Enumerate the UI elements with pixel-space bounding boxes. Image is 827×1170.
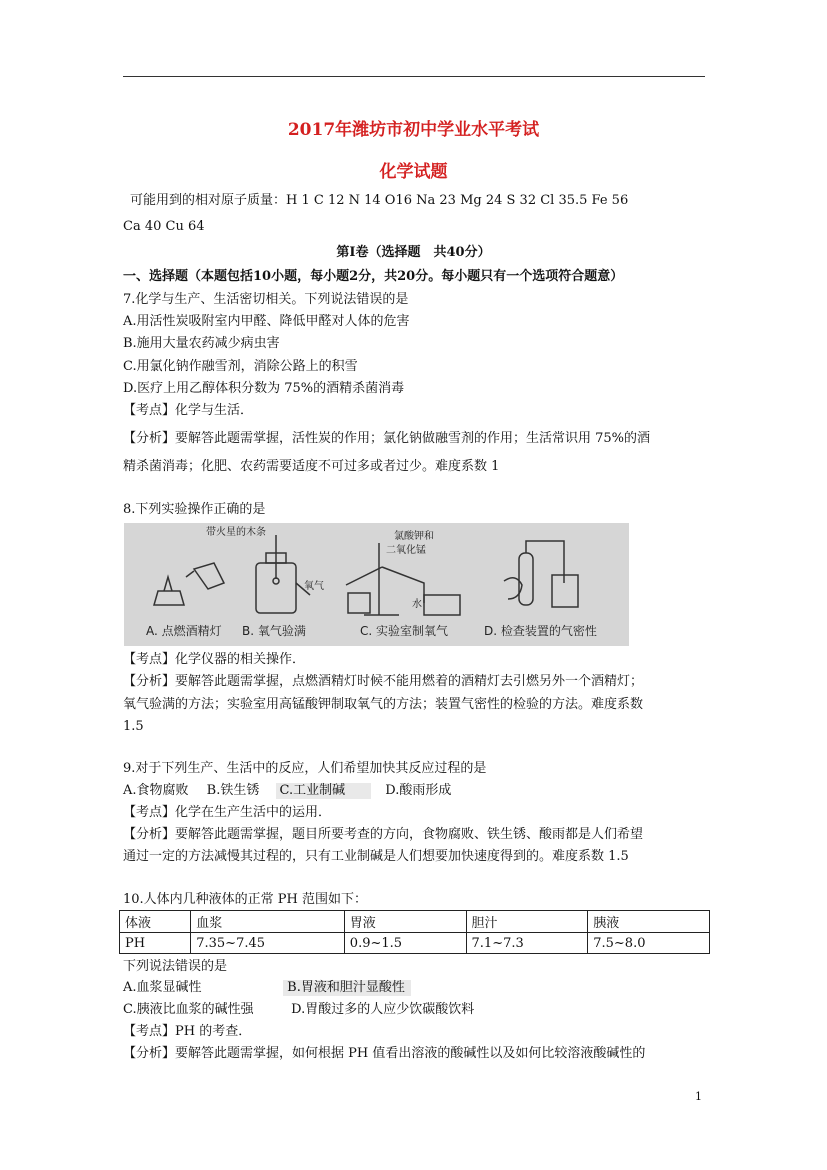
figure-annotation-oxygen: 氧气 (304, 581, 324, 592)
exam-title: 2017年潍坊市初中学业水平考试 (287, 120, 540, 140)
airtightness-illustration (504, 541, 578, 607)
ph-table-cell: 0.9~1.5 (344, 933, 466, 954)
ph-table-header: 胰液 (588, 911, 710, 933)
atomic-masses-line1: 可能用到的相对原子质量：H 1 C 12 N 14 O16 Na 23 Mg 24 S 32 Cl 35.5 Fe 56 (130, 193, 629, 208)
q10-options-ab (123, 980, 411, 996)
q7-option-c: C.用氯化钠作融雪剂，消除公路上的积雪 (123, 359, 358, 374)
figure-annotation-splint: 带火星的木条 (206, 527, 266, 538)
figure-label-b: B. 氧气验满 (242, 624, 306, 638)
figure-label-c: C. 实验室制氧气 (360, 624, 449, 638)
q9-option-a: A.食物腐败 (123, 783, 189, 798)
figure-annotation-kclo3: 氯酸钾和 (394, 531, 434, 542)
q9-stem: 9.对于下列生产、生活中的反应，人们希望加快其反应过程的是 (123, 761, 487, 776)
alcohol-lamp-illustration (154, 563, 224, 605)
q10-stem: 10.人体内几种液体的正常 PH 范围如下： (123, 892, 368, 907)
ph-table-cell: 7.5~8.0 (588, 933, 710, 954)
q7-option-d: D.医疗上用乙醇体积分数为 75%的酒精杀菌消毒 (123, 381, 405, 396)
ph-table-cell: 7.1~7.3 (466, 933, 588, 954)
atomic-masses-line2: Ca 40 Cu 64 (123, 219, 205, 234)
exam-subtitle: 化学试题 (379, 162, 448, 182)
q10-prompt: 下列说法错误的是 (123, 959, 228, 974)
page-number: 1 (695, 1090, 702, 1103)
ph-table-header: 体液 (120, 911, 191, 933)
q7-analysis-line1: 【分析】要解答此题需掌握，活性炭的作用；氯化钠做融雪剂的作用；生活常识用 75%的酒 (123, 431, 651, 446)
section-heading: 第Ⅰ卷（选择题 共40分） (336, 245, 491, 260)
q8-analysis-line2: 氧气验满的方法；实验室用高锰酸钾制取氧气的方法；装置气密性的检验的方法。难度系数 (123, 697, 644, 712)
ph-table-cell: PH (120, 933, 191, 954)
q8-stem: 8.下列实验操作正确的是 (123, 502, 266, 517)
q7-stem: 7.化学与生产、生活密切相关。下列说法错误的是 (123, 292, 409, 307)
q9-analysis-line2: 通过一定的方法减慢其过程的，只有工业制碱是人们想要加快速度得到的。难度系数 1.5 (123, 849, 629, 864)
top-rule (123, 76, 705, 77)
figure-label-a: A. 点燃酒精灯 (146, 624, 222, 638)
figure-label-d: D. 检查装置的气密性 (484, 624, 597, 638)
ph-table (119, 910, 710, 954)
q7-option-b: B.施用大量农药减少病虫害 (123, 336, 280, 351)
figure-annotation-water: 水 (412, 599, 422, 610)
table-row (120, 911, 710, 933)
q8-analysis-line3: 1.5 (123, 719, 144, 734)
ph-table-header: 胃液 (344, 911, 466, 933)
part1-heading: 一、选择题（本题包括10小题，每小题2分，共20分。每小题只有一个选项符合题意） (123, 269, 624, 284)
q7-analysis-line2: 精杀菌消毒；化肥、农药需要适度不可过多或者过少。难度系数 1 (123, 459, 500, 474)
q9-kaodian: 【考点】化学在生产生活中的运用． (123, 805, 332, 820)
gas-bottle-illustration (256, 535, 310, 613)
q9-option-c: C.工业制碱 (276, 783, 372, 799)
q9-option-d: D.酸雨形成 (385, 783, 452, 798)
table-row (120, 933, 710, 954)
q7-option-a: A.用活性炭吸附室内甲醛、降低甲醛对人体的危害 (123, 314, 410, 329)
q8-apparatus-figure (124, 523, 629, 646)
q10-options-cd (123, 1002, 474, 1018)
q9-analysis-line1: 【分析】要解答此题需掌握，题目所要考查的方向，食物腐败、铁生锈、酸雨都是人们希望 (123, 827, 644, 842)
q10-option-c: C.胰液比血浆的碱性强 (123, 1002, 254, 1017)
ph-table-header: 胆汁 (466, 911, 588, 933)
ph-table-header: 血浆 (191, 911, 345, 933)
q10-analysis-line1: 【分析】要解答此题需掌握，如何根据 PH 值看出溶液的酸碱性以及如何比较溶液酸碱性的 (123, 1046, 646, 1061)
q10-option-a: A.血浆显碱性 (123, 980, 202, 995)
q10-option-d: D.胃酸过多的人应少饮碳酸饮料 (291, 1002, 475, 1017)
q10-kaodian: 【考点】PH 的考查． (123, 1024, 252, 1039)
ph-table-cell: 7.35~7.45 (191, 933, 345, 954)
figure-annotation-mno2: 二氧化锰 (386, 545, 426, 556)
q10-option-b: B.胃液和胆汁显酸性 (283, 980, 411, 996)
q9-option-b: B.铁生锈 (206, 783, 260, 798)
q9-options (123, 783, 451, 799)
q7-kaodian: 【考点】化学与生活． (123, 403, 254, 418)
q8-analysis-line1: 【分析】要解答此题需掌握，点燃酒精灯时候不能用燃着的酒精灯去引燃另外一个酒精灯； (123, 674, 644, 689)
q8-kaodian: 【考点】化学仪器的相关操作． (123, 652, 306, 667)
